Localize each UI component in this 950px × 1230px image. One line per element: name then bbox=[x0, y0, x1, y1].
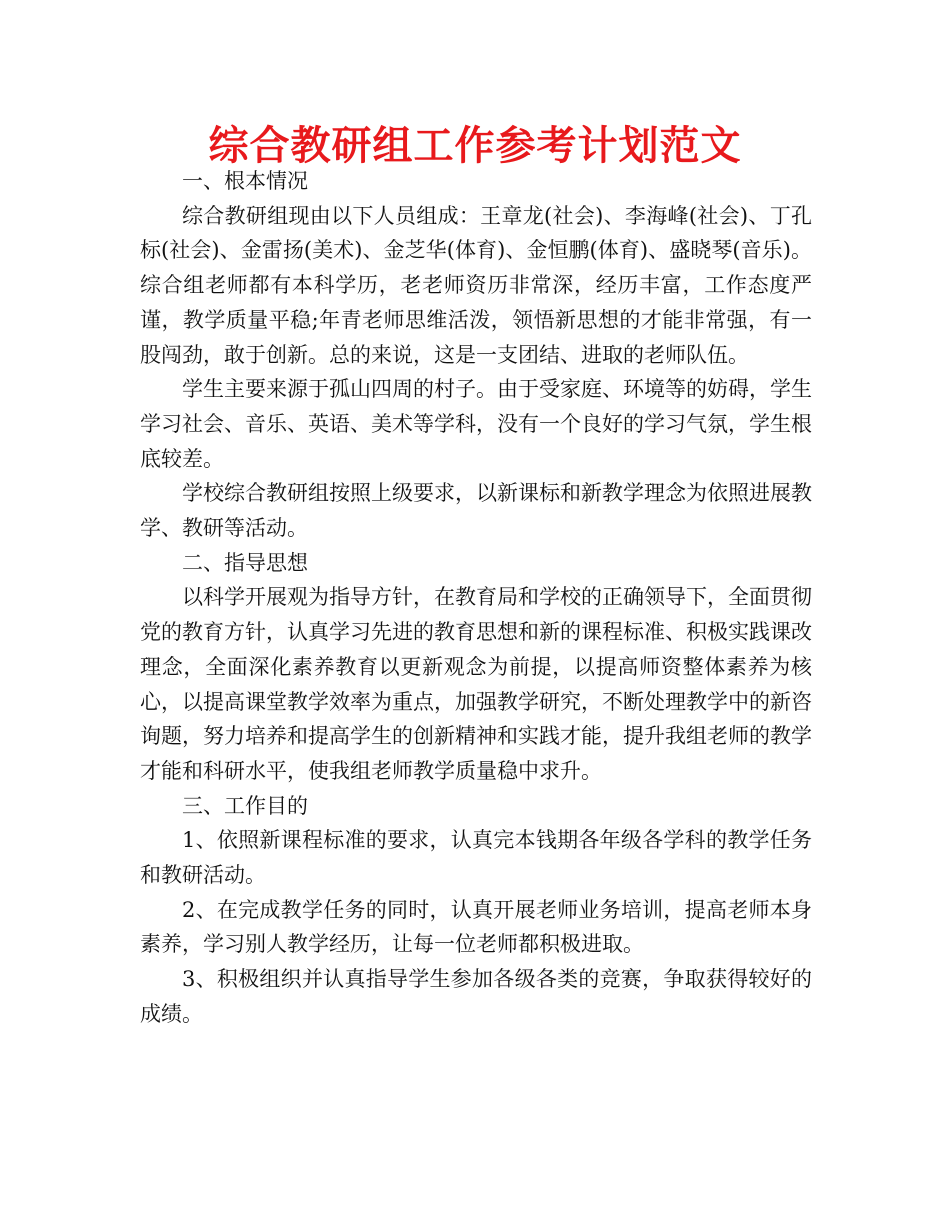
paragraph-students: 学生主要来源于孤山四周的村子。由于受家庭、环境等的妨碍，学生学习社会、音乐、英语、美术等学科，没有一个良好的学习气氛，学生根底较差。 bbox=[140, 377, 812, 471]
section-heading-basic-situation: 一、根本情况 bbox=[182, 169, 308, 193]
goal-item-3: 3、积极组织并认真指导学生参加各级各类的竞赛，争取获得较好的成绩。 bbox=[140, 967, 812, 1026]
section-heading-work-goals: 三、工作目的 bbox=[182, 793, 308, 818]
goal-item-2: 2、在完成教学任务的同时，认真开展老师业务培训，提高老师本身素养，学习别人教学经历，让每一位老师都积极进取。 bbox=[140, 897, 812, 957]
paragraph-school-requirements: 学校综合教研组按照上级要求，以新课标和新教学理念为依照进展教学、教研等活动。 bbox=[140, 481, 812, 541]
paragraph-guiding-ideology: 以科学开展观为指导方针，在教育局和学校的正确领导下，全面贯彻党的教育方针，认真学习先进的教育思想和新的课程标准、积极实践课改理念，全面深化素养教育以更新观念为前提，以提高师资整体素养为核心，以提高课堂教学效率为重点，加强教学研究，不断处理教学中的新咨询题，努力培养和提高学生的创新精神和实践才能，提升我组老师的教学才能和科研水平，使我组老师教学质量稳中求升。 bbox=[140, 585, 812, 783]
goal-item-1: 1、依照新课程标准的要求，认真完本钱期各年级各学科的教学任务和教研活动。 bbox=[140, 828, 812, 888]
paragraph-team-members: 综合教研组现由以下人员组成：王章龙(社会)、李海峰(社会)、丁孔标(社会)、金雷扬(美术)、金芝华(体育)、金恒鹏(体育)、盛晓琴(音乐)。综合组老师都有本科学历，老老师资历非常深，经历丰富，工作态度严谨，教学质量平稳;年青老师思维活泼，领悟新思想的才能非常强，有一股闯劲，敢于创新。总的来说，这是一支团结、进取的老师队伍。 bbox=[140, 203, 812, 367]
section-heading-guiding-ideology: 二、指导思想 bbox=[182, 550, 308, 575]
document-body bbox=[140, 164, 812, 1032]
document-title: 综合教研组工作参考计划范文 bbox=[208, 123, 742, 169]
